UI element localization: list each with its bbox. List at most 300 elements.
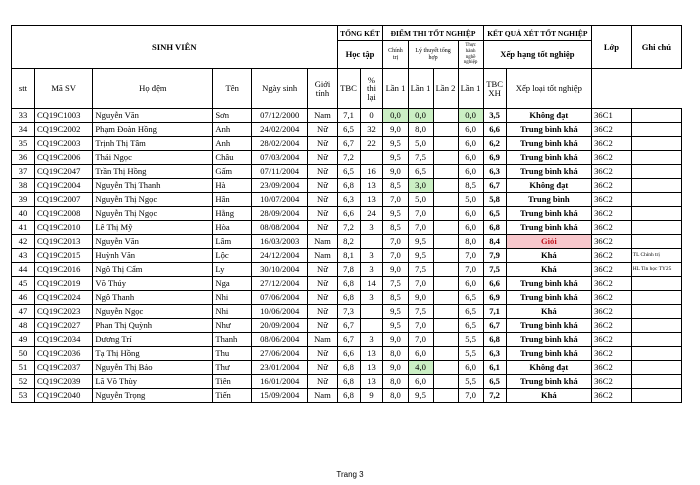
- cell-chinh-tri: 7,0: [383, 193, 408, 207]
- cell-ten: Thu: [213, 347, 252, 361]
- cell-tbc: 6,7: [337, 333, 360, 347]
- table-row: [12, 179, 682, 193]
- cell-stt: 35: [12, 137, 35, 151]
- cell-lop: 36C2: [592, 389, 632, 403]
- cell-tbc-xh: 7,2: [483, 389, 506, 403]
- cell-tbc-xh: 7,1: [483, 305, 506, 319]
- cell-tbc-xh: 6,5: [483, 375, 506, 389]
- cell-tbc-xh: 6,5: [483, 207, 506, 221]
- cell-lop: 36C2: [592, 291, 632, 305]
- cell-ma-sv: CQ19C2027: [34, 319, 92, 333]
- cell-ly-thuyet-lan2: [433, 319, 458, 333]
- cell-lop: 36C2: [592, 123, 632, 137]
- cell-pct-thi-lai: [360, 319, 383, 333]
- header-row-1: [12, 26, 682, 41]
- cell-ghi-chu: [631, 221, 681, 235]
- cell-thuc-hanh: 8,5: [458, 179, 483, 193]
- cell-tbc-xh: 8,4: [483, 235, 506, 249]
- cell-tbc: 6,8: [337, 389, 360, 403]
- cell-ngay-sinh: 15/09/2004: [252, 389, 308, 403]
- cell-ngay-sinh: 10/06/2004: [252, 305, 308, 319]
- cell-ly-thuyet-lan2: [433, 221, 458, 235]
- cell-ho-dem: Võ Thúy: [93, 277, 213, 291]
- cell-gioi-tinh: Nữ: [308, 263, 337, 277]
- cell-chinh-tri: 9,0: [383, 263, 408, 277]
- cell-stt: 46: [12, 291, 35, 305]
- cell-ngay-sinh: 24/12/2004: [252, 249, 308, 263]
- cell-tbc: 6,8: [337, 361, 360, 375]
- cell-tbc: 6,6: [337, 207, 360, 221]
- cell-ngay-sinh: 08/06/2004: [252, 333, 308, 347]
- results-table: [11, 25, 682, 403]
- cell-chinh-tri: 8,5: [383, 291, 408, 305]
- cell-pct-thi-lai: 16: [360, 165, 383, 179]
- cell-thuc-hanh: 5,5: [458, 333, 483, 347]
- header-diem-thi: ĐIỂM THI TỐT NGHIỆP: [383, 26, 483, 41]
- cell-thuc-hanh: 6,0: [458, 207, 483, 221]
- cell-gioi-tinh: Nam: [308, 389, 337, 403]
- cell-ma-sv: CQ19C2002: [34, 123, 92, 137]
- cell-pct-thi-lai: 3: [360, 333, 383, 347]
- cell-ho-dem: Nguyễn Văn: [93, 235, 213, 249]
- header-tbc: TBC: [337, 69, 360, 109]
- cell-chinh-tri: 9,5: [383, 319, 408, 333]
- cell-chinh-tri: 9,0: [383, 165, 408, 179]
- cell-lop: 36C2: [592, 207, 632, 221]
- cell-tbc: 6,7: [337, 319, 360, 333]
- cell-thuc-hanh: 5,5: [458, 375, 483, 389]
- cell-thuc-hanh: 6,0: [458, 221, 483, 235]
- cell-xep-loai: Trung bình khá: [506, 165, 592, 179]
- cell-xep-loai: Khá: [506, 249, 592, 263]
- cell-chinh-tri: 7,5: [383, 277, 408, 291]
- cell-chinh-tri: 9,0: [383, 333, 408, 347]
- table-row: [12, 207, 682, 221]
- header-tong-ket: TỔNG KẾT: [337, 26, 383, 41]
- cell-tbc: 6,8: [337, 291, 360, 305]
- cell-ly-thuyet: 6,0: [408, 347, 433, 361]
- cell-ly-thuyet: 0,0: [408, 109, 433, 123]
- cell-ma-sv: CQ19C2040: [34, 389, 92, 403]
- cell-ngay-sinh: 07/11/2004: [252, 165, 308, 179]
- header-ghi-chu: Ghi chú: [631, 26, 681, 69]
- cell-ho-dem: Dương Trí: [93, 333, 213, 347]
- cell-thuc-hanh: 6,5: [458, 305, 483, 319]
- cell-lop: 36C2: [592, 333, 632, 347]
- cell-xep-loai: Trung bình khá: [506, 123, 592, 137]
- cell-ghi-chu: [631, 375, 681, 389]
- cell-xep-loai: Trung bình khá: [506, 291, 592, 305]
- cell-pct-thi-lai: 13: [360, 193, 383, 207]
- cell-ma-sv: CQ19C2037: [34, 361, 92, 375]
- cell-tbc-xh: 6,7: [483, 319, 506, 333]
- header-ly-thuyet: Lý thuyết tổng hợp: [408, 41, 458, 69]
- cell-chinh-tri: 8,0: [383, 347, 408, 361]
- cell-thuc-hanh: 7,0: [458, 389, 483, 403]
- cell-stt: 41: [12, 221, 35, 235]
- cell-xep-loai: Không đạt: [506, 109, 592, 123]
- cell-lop: 36C2: [592, 319, 632, 333]
- table-row: [12, 333, 682, 347]
- cell-ten: Tiến: [213, 389, 252, 403]
- cell-ma-sv: CQ19C2006: [34, 151, 92, 165]
- cell-ly-thuyet-lan2: [433, 277, 458, 291]
- cell-xep-loai: Trung bình khá: [506, 319, 592, 333]
- cell-ghi-chu: [631, 277, 681, 291]
- cell-ngay-sinh: 16/01/2004: [252, 375, 308, 389]
- cell-pct-thi-lai: 22: [360, 137, 383, 151]
- cell-ly-thuyet-lan2: [433, 347, 458, 361]
- cell-xep-loai: Khá: [506, 305, 592, 319]
- table-row: [12, 249, 682, 263]
- cell-gioi-tinh: Nữ: [308, 151, 337, 165]
- cell-ngay-sinh: 10/07/2004: [252, 193, 308, 207]
- header-xep-loai: Xếp loại tốt nghiệp: [506, 69, 592, 109]
- cell-pct-thi-lai: [360, 305, 383, 319]
- cell-xep-loai: Trung bình: [506, 193, 592, 207]
- cell-stt: 37: [12, 165, 35, 179]
- cell-ly-thuyet-lan2: [433, 193, 458, 207]
- cell-tbc: 6,8: [337, 277, 360, 291]
- cell-ghi-chu: [631, 123, 681, 137]
- cell-pct-thi-lai: [360, 151, 383, 165]
- cell-lop: 36C2: [592, 263, 632, 277]
- cell-stt: 34: [12, 123, 35, 137]
- cell-ngay-sinh: 24/02/2004: [252, 123, 308, 137]
- table-row: [12, 165, 682, 179]
- cell-ten: Ly: [213, 263, 252, 277]
- cell-ly-thuyet: 7,0: [408, 277, 433, 291]
- cell-ly-thuyet-lan2: [433, 179, 458, 193]
- cell-tbc: 6,7: [337, 137, 360, 151]
- cell-chinh-tri: 8,5: [383, 179, 408, 193]
- cell-thuc-hanh: 5,5: [458, 347, 483, 361]
- cell-ho-dem: Thái Ngọc: [93, 151, 213, 165]
- cell-chinh-tri: 8,0: [383, 389, 408, 403]
- cell-gioi-tinh: Nữ: [308, 291, 337, 305]
- cell-ngay-sinh: 30/10/2004: [252, 263, 308, 277]
- cell-ly-thuyet-lan2: [433, 235, 458, 249]
- cell-chinh-tri: 8,5: [383, 221, 408, 235]
- header-ho-dem: Họ đệm: [93, 69, 213, 109]
- cell-ghi-chu: [631, 109, 681, 123]
- header-tbc-xh: TBC XH: [483, 69, 506, 109]
- cell-lop: 36C2: [592, 235, 632, 249]
- cell-ly-thuyet: 6,0: [408, 375, 433, 389]
- cell-ly-thuyet-lan2: [433, 165, 458, 179]
- cell-xep-loai: Trung bình khá: [506, 221, 592, 235]
- cell-pct-thi-lai: 13: [360, 347, 383, 361]
- cell-ho-dem: Nguyễn Văn: [93, 109, 213, 123]
- cell-thuc-hanh: 6,0: [458, 361, 483, 375]
- table-row: [12, 151, 682, 165]
- header-row-4: [12, 69, 682, 109]
- cell-ghi-chu: TL Chính trị: [631, 249, 681, 263]
- cell-tbc-xh: 7,9: [483, 249, 506, 263]
- table-row: [12, 123, 682, 137]
- cell-ly-thuyet: 9,5: [408, 389, 433, 403]
- header-pct-thi-lai: % thi lại: [360, 69, 383, 109]
- cell-chinh-tri: 9,5: [383, 137, 408, 151]
- cell-stt: 48: [12, 319, 35, 333]
- cell-ma-sv: CQ19C2016: [34, 263, 92, 277]
- cell-ma-sv: CQ19C2036: [34, 347, 92, 361]
- cell-ly-thuyet: 7,5: [408, 305, 433, 319]
- cell-thuc-hanh: 0,0: [458, 109, 483, 123]
- cell-ghi-chu: [631, 305, 681, 319]
- cell-pct-thi-lai: 3: [360, 249, 383, 263]
- cell-stt: 50: [12, 347, 35, 361]
- cell-stt: 52: [12, 375, 35, 389]
- cell-chinh-tri: 9,5: [383, 207, 408, 221]
- cell-chinh-tri: 9,0: [383, 361, 408, 375]
- cell-xep-loai: Trung bình khá: [506, 347, 592, 361]
- cell-ghi-chu: HL Tin học TY25: [631, 263, 681, 277]
- cell-stt: 33: [12, 109, 35, 123]
- cell-ma-sv: CQ19C2024: [34, 291, 92, 305]
- table-row: [12, 109, 682, 123]
- cell-ly-thuyet-lan2: [433, 305, 458, 319]
- cell-ly-thuyet-lan2: [433, 389, 458, 403]
- cell-pct-thi-lai: 32: [360, 123, 383, 137]
- cell-pct-thi-lai: 3: [360, 221, 383, 235]
- table-row: [12, 347, 682, 361]
- cell-tbc: 7,2: [337, 221, 360, 235]
- cell-stt: 53: [12, 389, 35, 403]
- cell-ly-thuyet: 7,0: [408, 221, 433, 235]
- cell-ho-dem: Trần Thị Hồng: [93, 165, 213, 179]
- cell-tbc: 7,8: [337, 263, 360, 277]
- cell-gioi-tinh: Nữ: [308, 361, 337, 375]
- cell-tbc: 6,5: [337, 165, 360, 179]
- cell-lop: 36C2: [592, 249, 632, 263]
- cell-chinh-tri: 9,0: [383, 123, 408, 137]
- cell-tbc: 7,2: [337, 151, 360, 165]
- cell-tbc-xh: 6,7: [483, 179, 506, 193]
- cell-pct-thi-lai: [360, 235, 383, 249]
- cell-ma-sv: CQ19C2039: [34, 375, 92, 389]
- cell-ly-thuyet: 7,0: [408, 207, 433, 221]
- table-body: [12, 109, 682, 403]
- cell-ngay-sinh: 23/09/2004: [252, 179, 308, 193]
- cell-tbc: 6,3: [337, 193, 360, 207]
- cell-tbc-xh: 6,6: [483, 123, 506, 137]
- cell-ten: Nhi: [213, 291, 252, 305]
- cell-ly-thuyet: 9,0: [408, 291, 433, 305]
- cell-ho-dem: Phan Thị Quỳnh: [93, 319, 213, 333]
- cell-pct-thi-lai: 13: [360, 361, 383, 375]
- cell-stt: 38: [12, 179, 35, 193]
- table-row: [12, 221, 682, 235]
- cell-ten: Hằng: [213, 207, 252, 221]
- cell-ly-thuyet-lan2: [433, 109, 458, 123]
- cell-xep-loai: Trung bình khá: [506, 277, 592, 291]
- cell-gioi-tinh: Nam: [308, 333, 337, 347]
- cell-xep-loai: Khá: [506, 263, 592, 277]
- cell-xep-loai: Khá: [506, 389, 592, 403]
- table-row: [12, 319, 682, 333]
- cell-ten: Gấm: [213, 165, 252, 179]
- header-ma-sv: Mã SV: [34, 69, 92, 109]
- cell-pct-thi-lai: 13: [360, 375, 383, 389]
- cell-ten: Tiên: [213, 375, 252, 389]
- cell-ghi-chu: [631, 319, 681, 333]
- cell-tbc: 8,1: [337, 249, 360, 263]
- cell-lop: 36C2: [592, 151, 632, 165]
- cell-lop: 36C2: [592, 179, 632, 193]
- cell-ghi-chu: [631, 137, 681, 151]
- cell-tbc: 6,5: [337, 123, 360, 137]
- cell-ngay-sinh: 07/03/2004: [252, 151, 308, 165]
- cell-ly-thuyet-lan2: [433, 361, 458, 375]
- cell-tbc: 6,6: [337, 347, 360, 361]
- header-thuc-hanh: Thực hành nghề nghiệp: [458, 41, 483, 69]
- cell-lop: 36C2: [592, 165, 632, 179]
- cell-tbc-xh: 6,3: [483, 165, 506, 179]
- cell-chinh-tri: 7,0: [383, 249, 408, 263]
- cell-ghi-chu: [631, 347, 681, 361]
- cell-ho-dem: Huỳnh Văn: [93, 249, 213, 263]
- header-xep-hang: Xếp hạng tốt nghiệp: [483, 41, 592, 69]
- cell-thuc-hanh: 6,0: [458, 151, 483, 165]
- cell-ten: Thanh: [213, 333, 252, 347]
- cell-gioi-tinh: Nam: [308, 249, 337, 263]
- cell-gioi-tinh: Nữ: [308, 207, 337, 221]
- cell-tbc-xh: 6,1: [483, 361, 506, 375]
- cell-ho-dem: Tạ Thị Hồng: [93, 347, 213, 361]
- cell-tbc-xh: 5,8: [483, 193, 506, 207]
- cell-stt: 44: [12, 263, 35, 277]
- cell-ly-thuyet-lan2: [433, 263, 458, 277]
- header-lan1-chinh-tri: Lần 1: [383, 69, 408, 109]
- cell-pct-thi-lai: 3: [360, 263, 383, 277]
- cell-stt: 47: [12, 305, 35, 319]
- cell-gioi-tinh: Nữ: [308, 165, 337, 179]
- header-lan2-ly-thuyet: Lần 2: [433, 69, 458, 109]
- cell-gioi-tinh: Nữ: [308, 123, 337, 137]
- cell-gioi-tinh: Nữ: [308, 375, 337, 389]
- cell-ho-dem: Lê Thị Mỹ: [93, 221, 213, 235]
- cell-ma-sv: CQ19C2019: [34, 277, 92, 291]
- header-lan1-thuc-hanh: Lần 1: [458, 69, 483, 109]
- cell-lop: 36C2: [592, 375, 632, 389]
- cell-thuc-hanh: 5,0: [458, 193, 483, 207]
- cell-lop: 36C2: [592, 305, 632, 319]
- cell-pct-thi-lai: 0: [360, 109, 383, 123]
- cell-xep-loai: Trung bình khá: [506, 137, 592, 151]
- cell-tbc: 7,3: [337, 305, 360, 319]
- cell-ly-thuyet-lan2: [433, 123, 458, 137]
- cell-xep-loai: Giỏi: [506, 235, 592, 249]
- cell-ho-dem: Nguyễn Ngọc: [93, 305, 213, 319]
- header-sinh-vien: SINH VIÊN: [12, 26, 338, 69]
- cell-gioi-tinh: Nữ: [308, 221, 337, 235]
- cell-tbc-xh: 6,9: [483, 151, 506, 165]
- cell-ho-dem: Nguyễn Thị Bảo: [93, 361, 213, 375]
- cell-thuc-hanh: 7,0: [458, 249, 483, 263]
- cell-chinh-tri: 8,0: [383, 375, 408, 389]
- cell-tbc-xh: 6,8: [483, 333, 506, 347]
- cell-tbc: 8,2: [337, 235, 360, 249]
- cell-stt: 36: [12, 151, 35, 165]
- cell-xep-loai: Trung bình khá: [506, 375, 592, 389]
- cell-ho-dem: Nguyễn Thị Ngọc: [93, 207, 213, 221]
- cell-ho-dem: Nguyễn Thị Thanh: [93, 179, 213, 193]
- cell-xep-loai: Trung bình khá: [506, 333, 592, 347]
- cell-ly-thuyet-lan2: [433, 375, 458, 389]
- cell-ngay-sinh: 23/01/2004: [252, 361, 308, 375]
- cell-thuc-hanh: 8,0: [458, 235, 483, 249]
- cell-gioi-tinh: Nữ: [308, 319, 337, 333]
- header-lop: Lớp: [592, 26, 632, 69]
- cell-ten: Nga: [213, 277, 252, 291]
- cell-tbc-xh: 6,9: [483, 291, 506, 305]
- cell-ten: Hòa: [213, 221, 252, 235]
- cell-ma-sv: CQ19C2004: [34, 179, 92, 193]
- header-stt: stt: [12, 69, 35, 109]
- cell-ngay-sinh: 07/12/2000: [252, 109, 308, 123]
- cell-lop: 36C2: [592, 193, 632, 207]
- cell-ghi-chu: [631, 207, 681, 221]
- cell-ly-thuyet: 5,0: [408, 193, 433, 207]
- table-row: [12, 137, 682, 151]
- page-number: Trang 3: [336, 470, 364, 479]
- cell-tbc: 6,8: [337, 375, 360, 389]
- cell-pct-thi-lai: 13: [360, 179, 383, 193]
- cell-pct-thi-lai: 24: [360, 207, 383, 221]
- cell-tbc-xh: 6,2: [483, 137, 506, 151]
- cell-tbc: 6,8: [337, 179, 360, 193]
- cell-chinh-tri: 9,5: [383, 305, 408, 319]
- cell-xep-loai: Trung bình khá: [506, 207, 592, 221]
- table-row: [12, 305, 682, 319]
- table-row: [12, 235, 682, 249]
- cell-ma-sv: CQ19C2047: [34, 165, 92, 179]
- cell-gioi-tinh: Nam: [308, 109, 337, 123]
- cell-gioi-tinh: Nữ: [308, 179, 337, 193]
- cell-ngay-sinh: 20/09/2004: [252, 319, 308, 333]
- cell-gioi-tinh: Nữ: [308, 277, 337, 291]
- cell-ghi-chu: [631, 291, 681, 305]
- cell-ngay-sinh: 27/06/2004: [252, 347, 308, 361]
- cell-ghi-chu: [631, 235, 681, 249]
- table-row: [12, 193, 682, 207]
- cell-ngay-sinh: 28/02/2004: [252, 137, 308, 151]
- cell-lop: 36C2: [592, 347, 632, 361]
- cell-pct-thi-lai: 9: [360, 389, 383, 403]
- cell-ly-thuyet-lan2: [433, 333, 458, 347]
- cell-ly-thuyet: 9,5: [408, 235, 433, 249]
- cell-ly-thuyet: 7,0: [408, 319, 433, 333]
- cell-ly-thuyet-lan2: [433, 249, 458, 263]
- cell-ngay-sinh: 16/03/2003: [252, 235, 308, 249]
- cell-lop: 36C2: [592, 137, 632, 151]
- cell-ghi-chu: [631, 193, 681, 207]
- cell-lop: 36C2: [592, 277, 632, 291]
- cell-ly-thuyet: 7,0: [408, 333, 433, 347]
- cell-ma-sv: CQ19C1003: [34, 109, 92, 123]
- table-row: [12, 375, 682, 389]
- cell-xep-loai: Không đạt: [506, 361, 592, 375]
- cell-ten: Nhi: [213, 305, 252, 319]
- cell-pct-thi-lai: 3: [360, 291, 383, 305]
- cell-ly-thuyet: 8,0: [408, 123, 433, 137]
- cell-ly-thuyet-lan2: [433, 207, 458, 221]
- header-chinh-tri: Chính trị: [383, 41, 408, 69]
- cell-thuc-hanh: 6,5: [458, 291, 483, 305]
- cell-tbc: 7,1: [337, 109, 360, 123]
- cell-ghi-chu: [631, 179, 681, 193]
